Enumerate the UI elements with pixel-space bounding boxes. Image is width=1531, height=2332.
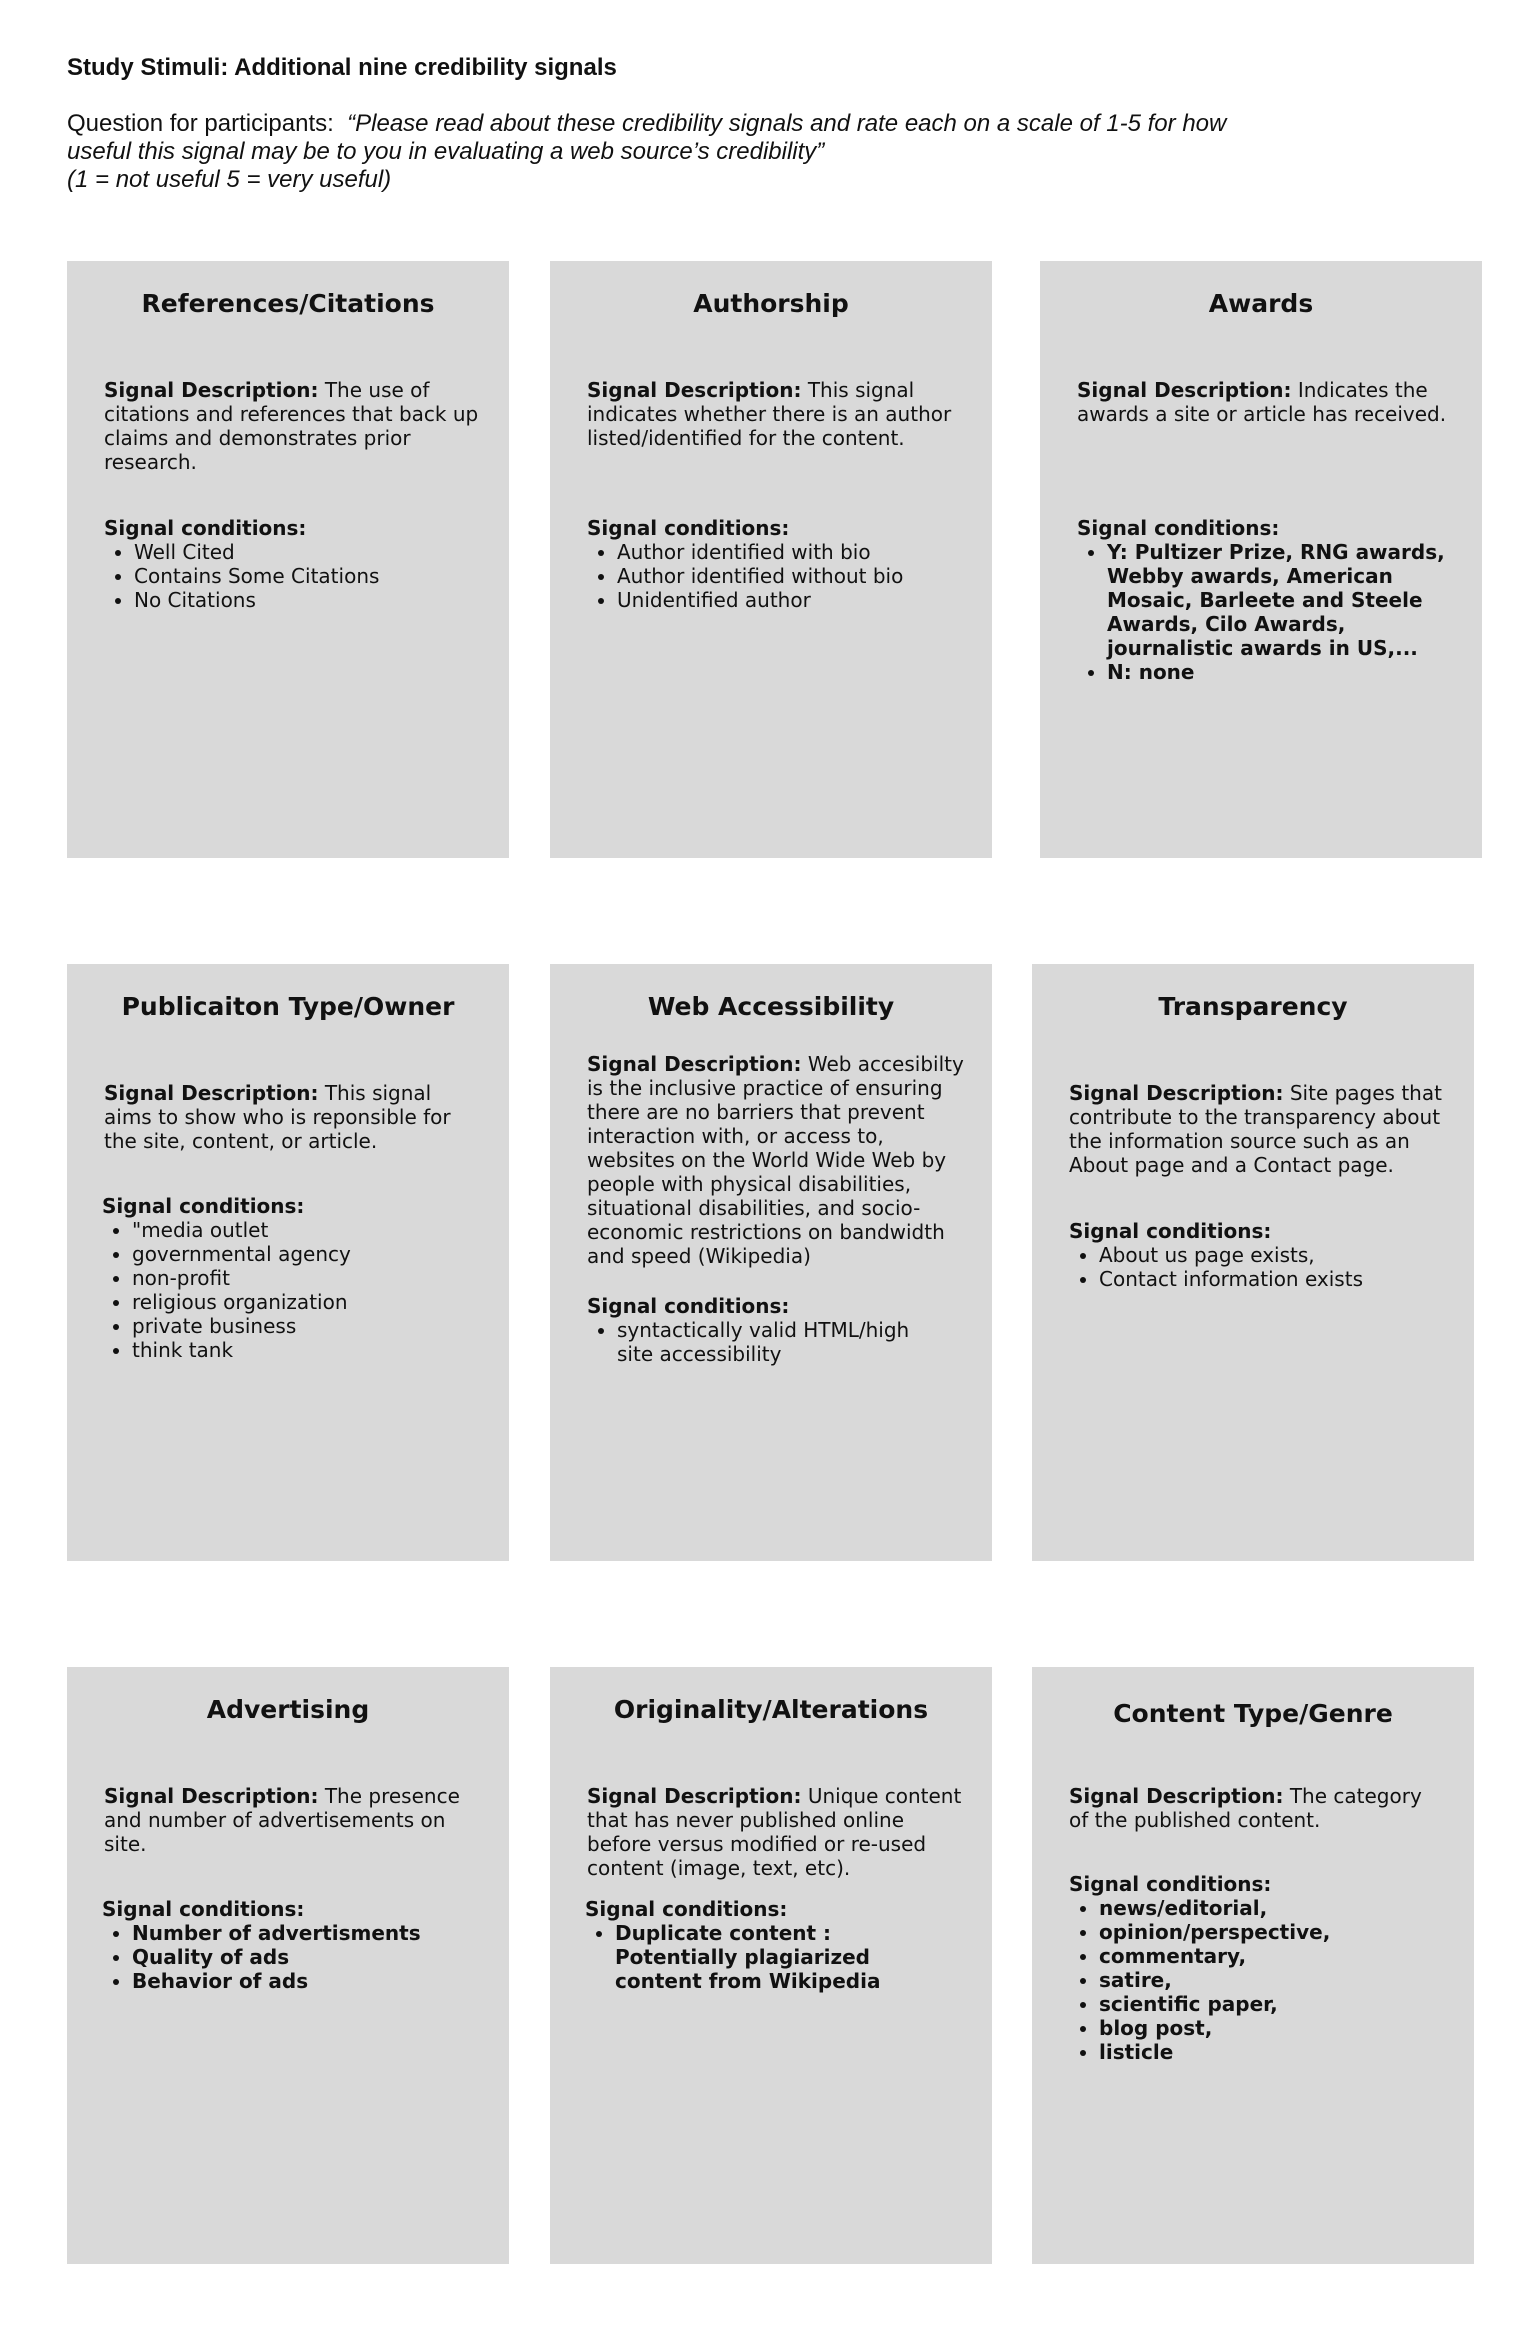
conditions-list [102, 1921, 481, 1993]
condition-item: • syntactically valid HTML/high site accessibility [617, 1318, 912, 1366]
condition-item: • Author identified with bio [617, 540, 964, 564]
description-text: Indicates the awards a site or article has received. [1077, 378, 1447, 426]
condition-item: • governmental agency [132, 1242, 481, 1266]
condition-item: • Contains Some Citations [134, 564, 481, 588]
description-label: Signal Description: [104, 1081, 319, 1105]
signal-conditions [587, 516, 964, 612]
description-label: Signal Description: [1069, 1081, 1284, 1105]
signal-card-awards [1040, 261, 1482, 858]
description-label: Signal Description: [1077, 378, 1292, 402]
signal-description [587, 378, 964, 450]
conditions-label: Signal conditions: [102, 1897, 305, 1921]
page-title: Study Stimuli: Additional nine credibility signals [67, 54, 617, 81]
condition-item: • private business [132, 1314, 481, 1338]
signal-card-transparency [1032, 964, 1474, 1561]
description-text: The use of citations and references that back up claims and demonstrates prior research. [104, 378, 479, 474]
description-text: The category of the published content. [1069, 1784, 1422, 1832]
card-title: Awards [1208, 289, 1314, 318]
condition-item: • Number of advertisments [132, 1921, 481, 1945]
condition-item: • non-profit [132, 1266, 481, 1290]
condition-item: • "media outlet [132, 1218, 481, 1242]
conditions-list [587, 1318, 912, 1366]
conditions-list [1069, 1243, 1446, 1291]
condition-item: • think tank [132, 1338, 481, 1362]
card-title: Originality/Alterations [613, 1695, 929, 1724]
signal-card-authorship [550, 261, 992, 858]
condition-item: • scientific paper, [1099, 1992, 1446, 2016]
signal-conditions [102, 1194, 481, 1362]
signal-conditions [585, 1897, 932, 1993]
description-text: Web accesibilty is the inclusive practice of ensuring there are no barriers that prevent interaction with, or access to, websites on the World Wide Web by people with physical disabilities, situational disabilities, and socio-economic restrictions on bandwidth and speed (Wikipedia) [587, 1052, 964, 1268]
question-text: “Please read about these credibility signals and rate each on a scale of 1-5 for how useful this signal may be to you in evaluating a web source’s credibility” [67, 110, 1227, 165]
conditions-label: Signal conditions: [104, 516, 307, 540]
description-label: Signal Description: [587, 1784, 802, 1808]
signal-description [587, 1784, 964, 1880]
signal-description [1069, 1081, 1446, 1177]
description-label: Signal Description: [1069, 1784, 1284, 1808]
signal-conditions [1069, 1219, 1446, 1291]
condition-item: • No Citations [134, 588, 481, 612]
signal-conditions [1069, 1872, 1446, 2064]
condition-item: • satire, [1099, 1968, 1446, 1992]
condition-item: • Behavior of ads [132, 1969, 481, 1993]
condition-item: • Duplicate content : Potentially plagiarized content from Wikipedia [615, 1921, 932, 1993]
card-title: Authorship [693, 289, 849, 318]
question-prefix: Question for participants: [67, 110, 334, 137]
condition-item: • Contact information exists [1099, 1267, 1446, 1291]
condition-item: • opinion/perspective, [1099, 1920, 1446, 1944]
signal-conditions [1077, 516, 1454, 684]
condition-item: • commentary, [1099, 1944, 1446, 1968]
description-label: Signal Description: [104, 1784, 319, 1808]
signal-description [1069, 1784, 1446, 1832]
condition-item: • Author identified without bio [617, 564, 964, 588]
description-text: The presence and number of advertisements on site. [104, 1784, 460, 1856]
condition-item: • news/editorial, [1099, 1896, 1446, 1920]
conditions-list [585, 1921, 932, 1993]
signal-conditions [587, 1294, 912, 1366]
signal-card-publication-type [67, 964, 509, 1561]
description-label: Signal Description: [104, 378, 319, 402]
description-text: Unique content that has never published online before versus modified or re-used content (image, text, etc). [587, 1784, 962, 1880]
conditions-list [1077, 540, 1454, 684]
description-label: Signal Description: [587, 378, 802, 402]
signal-card-originality [550, 1667, 992, 2264]
conditions-list [102, 1218, 481, 1362]
description-text: This signal aims to show who is reponsible for the site, content, or article. [104, 1081, 451, 1153]
signal-card-advertising [67, 1667, 509, 2264]
signal-card-references [67, 261, 509, 858]
card-title: Content Type/Genre [1113, 1699, 1393, 1728]
signal-card-web-accessibility [550, 964, 992, 1561]
condition-item: • N: none [1107, 660, 1454, 684]
description-text: Site pages that contribute to the transparency about the information source such as an About page and a Contact page. [1069, 1081, 1442, 1177]
card-title: Web Accessibility [647, 992, 895, 1021]
participant-question [67, 110, 1267, 194]
conditions-label: Signal conditions: [587, 516, 790, 540]
conditions-list [1069, 1896, 1446, 2064]
description-text: This signal indicates whether there is an author listed/identified for the content. [587, 378, 952, 450]
condition-item: • Quality of ads [132, 1945, 481, 1969]
conditions-label: Signal conditions: [1069, 1219, 1272, 1243]
condition-item: • blog post, [1099, 2016, 1446, 2040]
signal-description [1077, 378, 1454, 426]
condition-item: • Y: Pultizer Prize, RNG awards, Webby awards, American Mosaic, Barleete and Steele Awards, Cilo Awards, journalistic awards in US,... [1107, 540, 1454, 660]
signal-card-content-type [1032, 1667, 1474, 2264]
condition-item: • About us page exists, [1099, 1243, 1446, 1267]
signal-description [104, 1081, 481, 1153]
card-title: Transparency [1158, 992, 1348, 1021]
condition-item: • religious organization [132, 1290, 481, 1314]
conditions-label: Signal conditions: [1069, 1872, 1272, 1896]
question-scale: (1 = not useful 5 = very useful) [67, 166, 392, 193]
conditions-list [587, 540, 964, 612]
condition-item: • Well Cited [134, 540, 481, 564]
conditions-label: Signal conditions: [585, 1897, 788, 1921]
conditions-label: Signal conditions: [587, 1294, 790, 1318]
condition-item: • Unidentified author [617, 588, 964, 612]
signal-conditions [102, 1897, 481, 1993]
card-title: Advertising [206, 1695, 370, 1724]
card-title: References/Citations [141, 289, 435, 318]
condition-item: • listicle [1099, 2040, 1446, 2064]
signal-conditions [104, 516, 481, 612]
conditions-label: Signal conditions: [102, 1194, 305, 1218]
signal-description [104, 378, 481, 474]
signal-description [587, 1052, 972, 1268]
signal-description [104, 1784, 481, 1856]
conditions-label: Signal conditions: [1077, 516, 1280, 540]
conditions-list [104, 540, 481, 612]
card-title: Publicaiton Type/Owner [121, 992, 455, 1021]
description-label: Signal Description: [587, 1052, 802, 1076]
